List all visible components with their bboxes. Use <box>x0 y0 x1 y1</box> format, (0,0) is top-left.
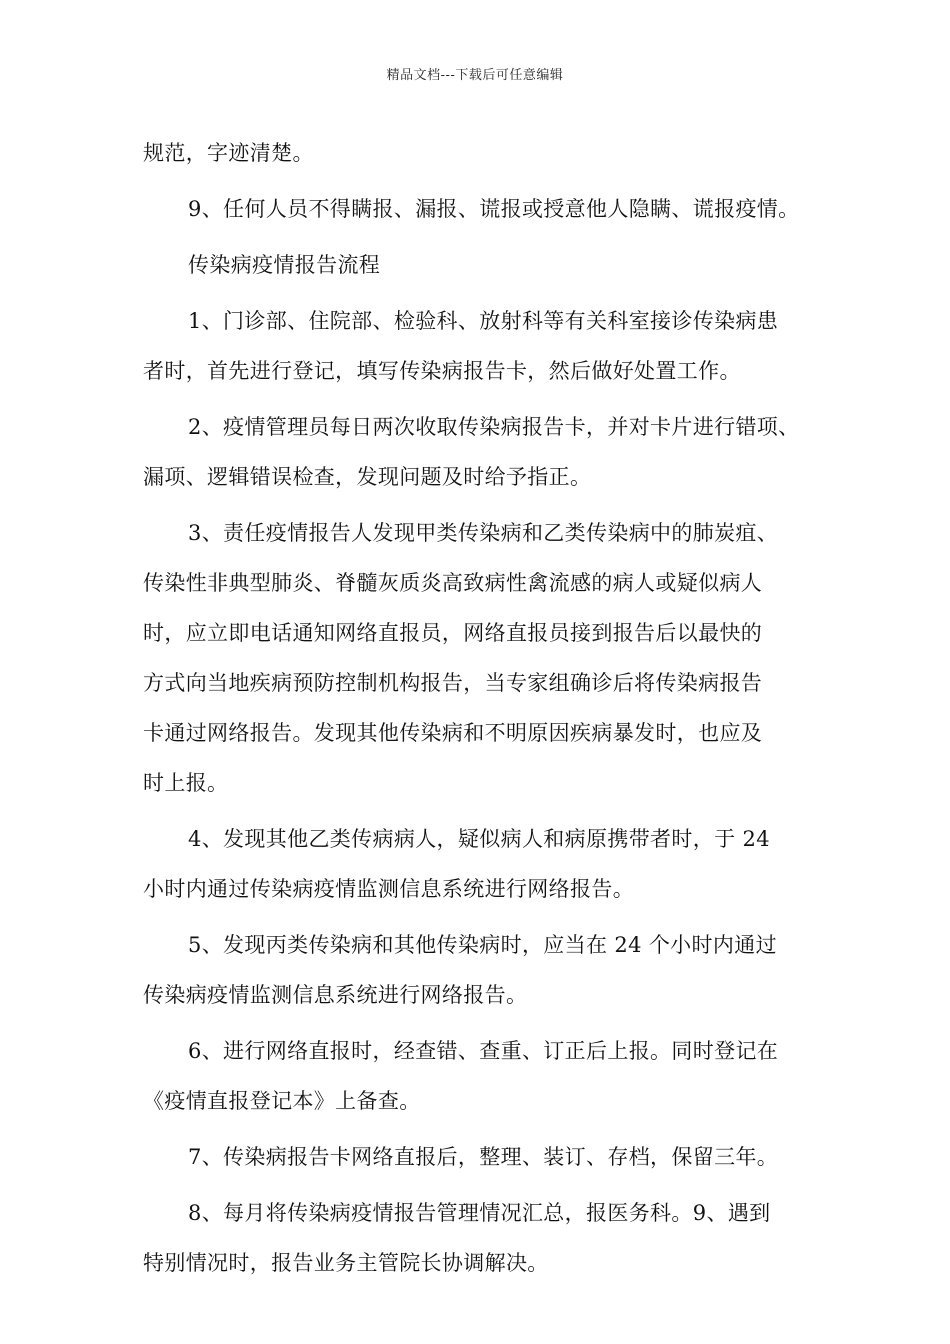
text-line: 时，应立即电话通知网络直报员，网络直报员接到报告后以最快的 <box>143 621 763 645</box>
text-line: 8、每月将传染病疫情报告管理情况汇总，报医务科。9、遇到 <box>188 1201 771 1225</box>
text-line: 传染性非典型肺炎、脊髓灰质炎高致病性禽流感的病人或疑似病人 <box>143 571 763 595</box>
text-line: 者时，首先进行登记，填写传染病报告卡，然后做好处置工作。 <box>143 359 741 383</box>
paragraph <box>143 402 815 502</box>
paragraph <box>143 920 815 1020</box>
text-line: 1、门诊部、住院部、检验科、放射科等有关科室接诊传染病患 <box>188 309 779 333</box>
text-line: 7、传染病报告卡网络直报后，整理、装订、存档，保留三年。 <box>188 1145 779 1169</box>
paragraph <box>143 508 815 808</box>
page-header: 精品文档---下载后可任意编辑 <box>386 68 564 83</box>
paragraph <box>143 184 815 234</box>
text-line: 规范，字迹清楚。 <box>143 141 314 165</box>
text-line: 5、发现丙类传染病和其他传染病时，应当在 24 个小时内通过 <box>188 933 777 957</box>
text-line: 卡通过网络报告。发现其他传染病和不明原因疾病暴发时，也应及 <box>143 721 763 745</box>
text-line: 9、任何人员不得瞒报、漏报、谎报或授意他人隐瞒、谎报疫情。 <box>188 197 800 221</box>
section-title <box>143 240 815 290</box>
paragraph <box>143 1132 815 1182</box>
text-line: 《疫情直报登记本》上备查。 <box>143 1089 421 1113</box>
paragraph <box>143 1026 815 1126</box>
text-line: 特别情况时，报告业务主管院长协调解决。 <box>143 1251 549 1275</box>
text-line: 4、发现其他乙类传病病人，疑似病人和病原携带者时，于 24 <box>188 827 770 851</box>
text-line: 小时内通过传染病疫情监测信息系统进行网络报告。 <box>143 877 635 901</box>
text-line: 方式向当地疾病预防控制机构报告，当专家组确诊后将传染病报告 <box>143 671 763 695</box>
paragraph <box>143 128 815 178</box>
text-line: 传染病疫情监测信息系统进行网络报告。 <box>143 983 528 1007</box>
text-line: 2、疫情管理员每日两次收取传染病报告卡，并对卡片进行错项、 <box>188 415 800 439</box>
text-line: 6、进行网络直报时，经查错、查重、订正后上报。同时登记在 <box>188 1039 779 1063</box>
paragraph <box>143 814 815 914</box>
text-line: 漏项、逻辑错误检查，发现问题及时给予指正。 <box>143 465 592 489</box>
document-body <box>143 128 815 1288</box>
paragraph <box>143 296 815 396</box>
text-line: 传染病疫情报告流程 <box>188 253 381 277</box>
text-line: 3、责任疫情报告人发现甲类传染病和乙类传染病中的肺炭疽、 <box>188 521 779 545</box>
text-line: 时上报。 <box>143 771 229 795</box>
paragraph <box>143 1188 815 1288</box>
